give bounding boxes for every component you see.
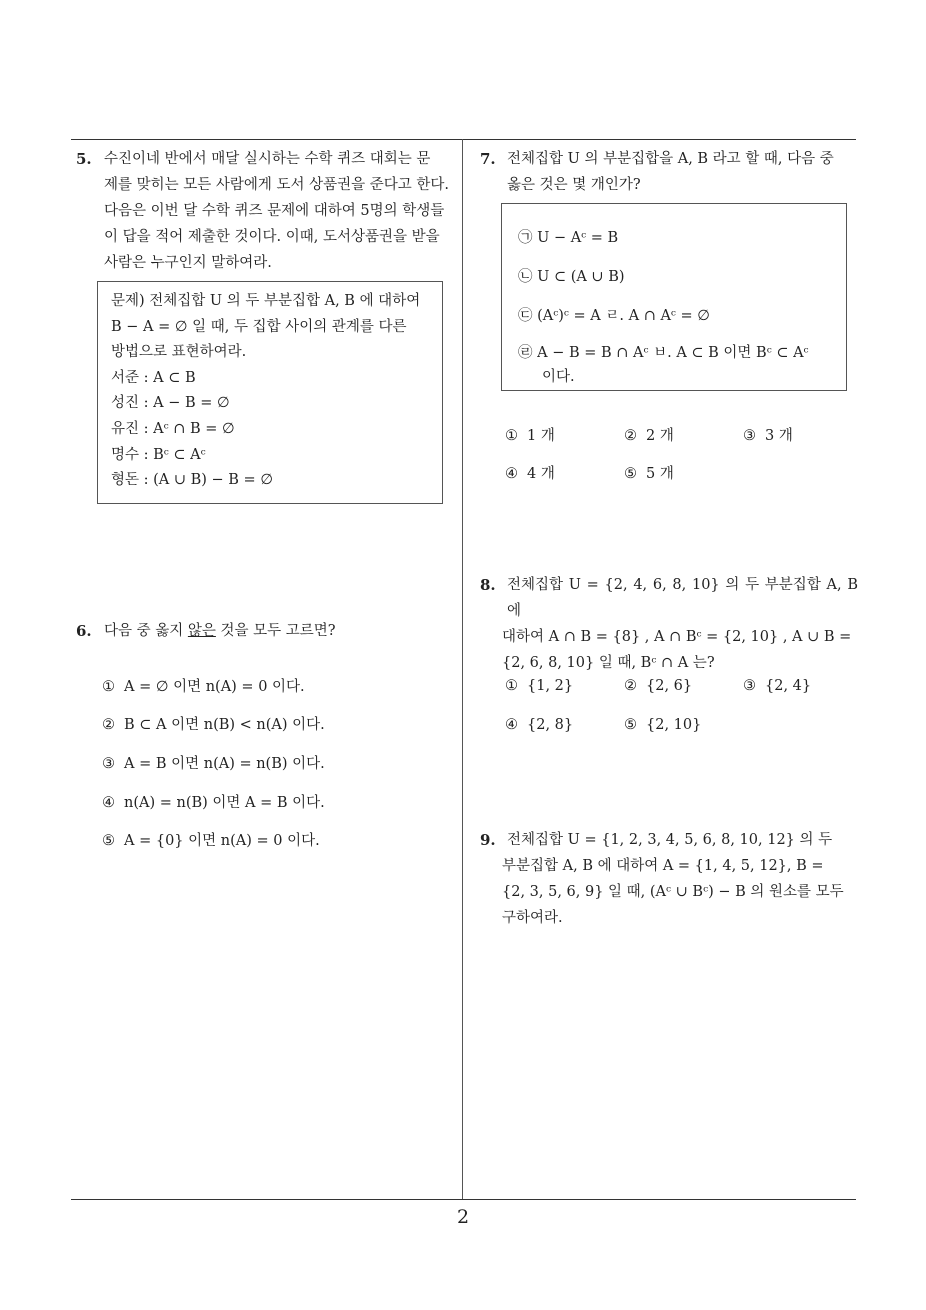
- question-6: [76, 618, 456, 644]
- box-line: ㉣ A − B = B ∩ Aᶜ ㅂ. A ⊂ B 이면 Bᶜ ⊂ Aᶜ: [518, 345, 809, 361]
- option-marker: ②: [624, 428, 637, 444]
- top-rule: [71, 139, 856, 140]
- question-8: [480, 572, 858, 676]
- option-1[interactable]: [102, 675, 305, 696]
- option-text: {1, 2}: [527, 678, 574, 694]
- box-line: 명수 : Bᶜ ⊂ Aᶜ: [111, 446, 206, 463]
- stem-line: 전체집합 U = {2, 4, 6, 8, 10} 의 두 부분집합 A, B 에: [507, 577, 858, 619]
- stem-line: 전체집합 U 의 부분집합을 A, B 라고 할 때, 다음 중: [507, 151, 834, 167]
- question-number: 7.: [480, 150, 496, 168]
- box-line: 성진 : A − B = ∅: [111, 395, 230, 412]
- option-marker: ②: [102, 717, 115, 733]
- stem-line: 수진이네 반에서 매달 실시하는 수학 퀴즈 대회는 문: [104, 151, 431, 167]
- question-number: 9.: [480, 831, 496, 849]
- option-4[interactable]: [102, 791, 325, 812]
- column-divider: [462, 139, 463, 1200]
- stem-line: {2, 3, 5, 6, 9} 일 때, (Aᶜ ∪ Bᶜ) − B 의 원소를 모두: [502, 884, 844, 900]
- question-stem: [104, 618, 456, 644]
- option-marker: ③: [743, 428, 756, 444]
- q5-problem-box: [97, 281, 443, 504]
- option-2[interactable]: [624, 678, 692, 694]
- option-text: B ⊂ A 이면 n(B) < n(A) 이다.: [124, 717, 325, 733]
- box-line: 유진 : Aᶜ ∩ B = ∅: [111, 420, 235, 437]
- option-marker: ⑤: [624, 466, 637, 482]
- bottom-rule: [71, 1199, 856, 1200]
- option-marker: ①: [505, 678, 518, 694]
- stem-line: 부분집합 A, B 에 대하여 A = {1, 4, 5, 12}, B =: [502, 858, 824, 874]
- option-3[interactable]: [743, 424, 793, 445]
- question-7: [480, 146, 858, 198]
- q7-statement-box: [501, 203, 847, 391]
- option-text: A = {0} 이면 n(A) = 0 이다.: [124, 833, 320, 849]
- box-line: ㉠ U − Aᶜ = B: [518, 230, 619, 246]
- question-5: [76, 146, 456, 276]
- stem-text: 것을 모두 고르면?: [215, 623, 336, 639]
- option-5[interactable]: [102, 829, 320, 850]
- option-2[interactable]: [624, 424, 674, 445]
- box-line: B − A = ∅ 일 때, 두 집합 사이의 관계를 다른: [111, 318, 407, 335]
- option-marker: ③: [102, 756, 115, 772]
- stem-line: 이 답을 적어 제출한 것이다. 이때, 도서상품권을 받을: [104, 229, 440, 245]
- option-marker: ①: [102, 679, 115, 695]
- option-4[interactable]: [505, 717, 573, 733]
- question-stem: [104, 146, 456, 276]
- option-1[interactable]: [505, 424, 555, 445]
- option-text: {2, 10}: [646, 717, 702, 733]
- option-5[interactable]: [624, 717, 701, 733]
- stem-line: 다음은 이번 달 수학 퀴즈 문제에 대하여 5명의 학생들: [104, 203, 445, 219]
- option-text: 3 개: [765, 428, 793, 444]
- option-text: A = ∅ 이면 n(A) = 0 이다.: [124, 679, 305, 695]
- option-marker: ②: [624, 678, 637, 694]
- stem-line: {2, 6, 8, 10} 일 때, Bᶜ ∩ A 는?: [502, 655, 715, 671]
- stem-text: 다음 중 옳지: [104, 623, 188, 639]
- option-5[interactable]: [624, 462, 674, 483]
- question-number: 5.: [76, 150, 92, 168]
- stem-line: 대하여 A ∩ B = {8} , A ∩ Bᶜ = {2, 10} , A ∪ B =: [502, 629, 852, 645]
- box-line: ㉡ U ⊂ (A ∪ B): [518, 269, 625, 285]
- option-marker: ①: [505, 428, 518, 444]
- option-marker: ④: [505, 466, 518, 482]
- option-marker: ⑤: [102, 833, 115, 849]
- question-number: 6.: [76, 622, 92, 640]
- box-line: 이다.: [542, 369, 575, 385]
- option-3[interactable]: [102, 752, 325, 773]
- stem-emphasis: 않은: [187, 623, 216, 639]
- option-text: {2, 6}: [646, 678, 693, 694]
- page-number: 2: [456, 1206, 470, 1228]
- option-text: {2, 8}: [527, 717, 574, 733]
- box-line: 방법으로 표현하여라.: [111, 344, 247, 361]
- option-3[interactable]: [743, 678, 811, 694]
- option-text: 5 개: [646, 466, 674, 482]
- box-line: 서준 : A ⊂ B: [111, 369, 196, 386]
- option-marker: ⑤: [624, 717, 637, 733]
- option-text: A = B 이면 n(A) = n(B) 이다.: [124, 756, 325, 772]
- stem-line: 옳은 것은 몇 개인가?: [507, 177, 641, 193]
- stem-line: 구하여라.: [502, 910, 563, 926]
- option-text: n(A) = n(B) 이면 A = B 이다.: [124, 795, 325, 811]
- question-stem: [502, 572, 858, 676]
- option-text: 2 개: [646, 428, 674, 444]
- option-2[interactable]: [102, 713, 325, 734]
- option-4[interactable]: [505, 462, 555, 483]
- option-marker: ④: [102, 795, 115, 811]
- option-text: {2, 4}: [765, 678, 812, 694]
- question-9: [480, 827, 858, 931]
- box-line: 문제) 전체집합 U 의 두 부분집합 A, B 에 대하여: [111, 293, 421, 309]
- stem-line: 사람은 누구인지 말하여라.: [104, 255, 272, 271]
- question-stem: [502, 827, 858, 931]
- option-1[interactable]: [505, 678, 573, 694]
- question-number: 8.: [480, 576, 496, 594]
- option-marker: ④: [505, 717, 518, 733]
- option-marker: ③: [743, 678, 756, 694]
- stem-line: 제를 맞히는 모든 사람에게 도서 상품권을 준다고 한다.: [104, 177, 450, 193]
- box-line: 형돈 : (A ∪ B) − B = ∅: [111, 472, 273, 489]
- stem-line: 전체집합 U = {1, 2, 3, 4, 5, 6, 8, 10, 12} 의 두: [507, 832, 833, 848]
- option-text: 1 개: [527, 428, 555, 444]
- box-line: ㉢ (Aᶜ)ᶜ = A ㄹ. A ∩ Aᶜ = ∅: [518, 308, 710, 324]
- question-stem: [507, 146, 858, 198]
- option-text: 4 개: [527, 466, 555, 482]
